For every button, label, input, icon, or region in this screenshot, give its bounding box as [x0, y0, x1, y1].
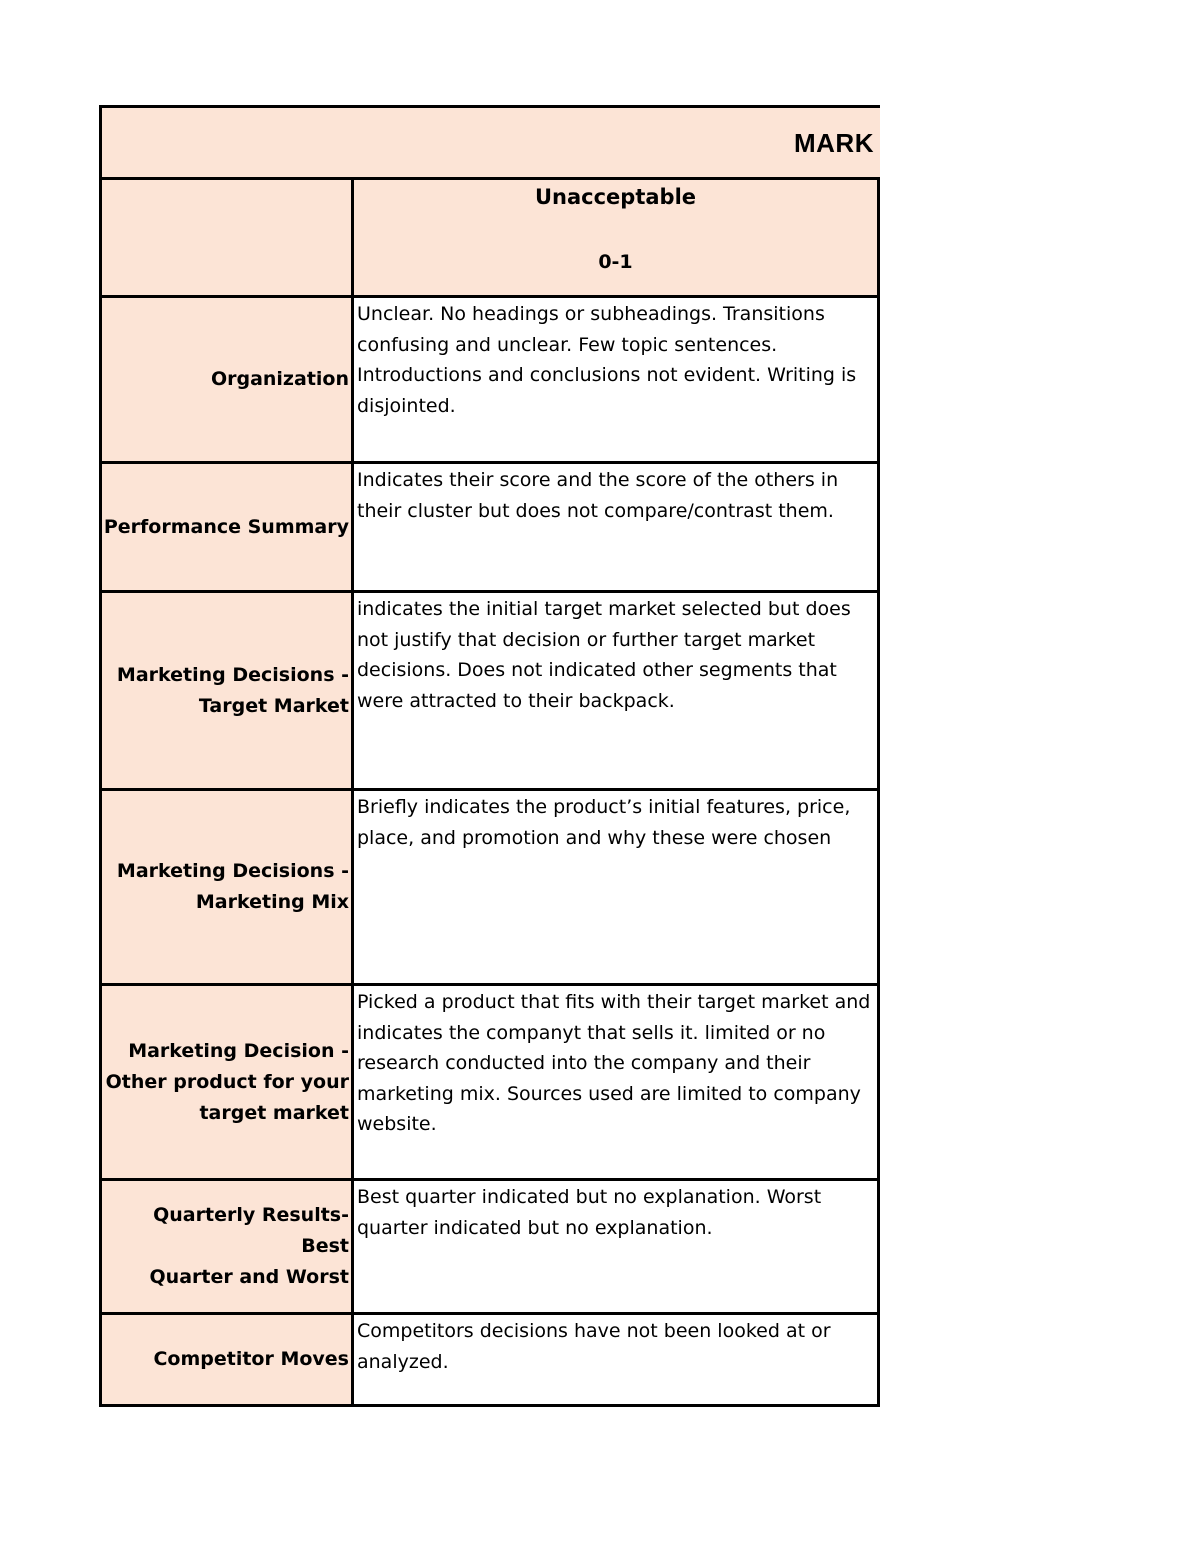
criterion-label: Marketing Decisions - Marketing Mix	[102, 791, 354, 983]
criterion-description: Picked a product that fits with their target market and indicates the companyt that sells it. limited or no research conducted into the company and their marketing mix. Sources used are limited to company website.	[354, 986, 877, 1178]
criterion-label: Marketing Decision - Other product for your target market	[102, 986, 354, 1178]
criterion-label: Organization	[102, 298, 354, 461]
header-row	[102, 180, 877, 298]
criterion-description: Indicates their score and the score of the others in their cluster but does not compare/contrast them.	[354, 464, 877, 590]
rubric-table	[99, 105, 880, 1407]
criterion-description: Unclear. No headings or subheadings. Transitions confusing and unclear. Few topic sentences. Introductions and conclusions not evident. Writing is disjointed.	[354, 298, 877, 461]
criterion-label: Performance Summary	[102, 464, 354, 590]
table-row	[102, 1315, 877, 1404]
table-row	[102, 986, 877, 1181]
criterion-description: Best quarter indicated but no explanation. Worst quarter indicated but no explanation.	[354, 1181, 877, 1312]
title-bar	[102, 108, 880, 180]
criterion-description: indicates the initial target market selected but does not justify that decision or further target market decisions. Does not indicated other segments that were attracted to their backpack.	[354, 593, 877, 788]
table-row	[102, 298, 877, 464]
rubric-title: MARK	[794, 128, 874, 158]
table-row	[102, 791, 877, 986]
criterion-description: Briefly indicates the product’s initial features, price, place, and promotion and why these were chosen	[354, 791, 877, 983]
table-row	[102, 593, 877, 791]
table-row	[102, 464, 877, 593]
level-header-cell	[354, 180, 877, 295]
level-score: 0-1	[598, 251, 633, 273]
criterion-label: Competitor Moves	[102, 1315, 354, 1404]
criterion-label: Quarterly Results- Best Quarter and Worst	[102, 1181, 354, 1312]
level-name: Unacceptable	[534, 185, 697, 209]
criterion-label: Marketing Decisions - Target Market	[102, 593, 354, 788]
table-row	[102, 1181, 877, 1315]
header-corner-cell	[102, 180, 354, 295]
criterion-description: Competitors decisions have not been looked at or analyzed.	[354, 1315, 877, 1404]
